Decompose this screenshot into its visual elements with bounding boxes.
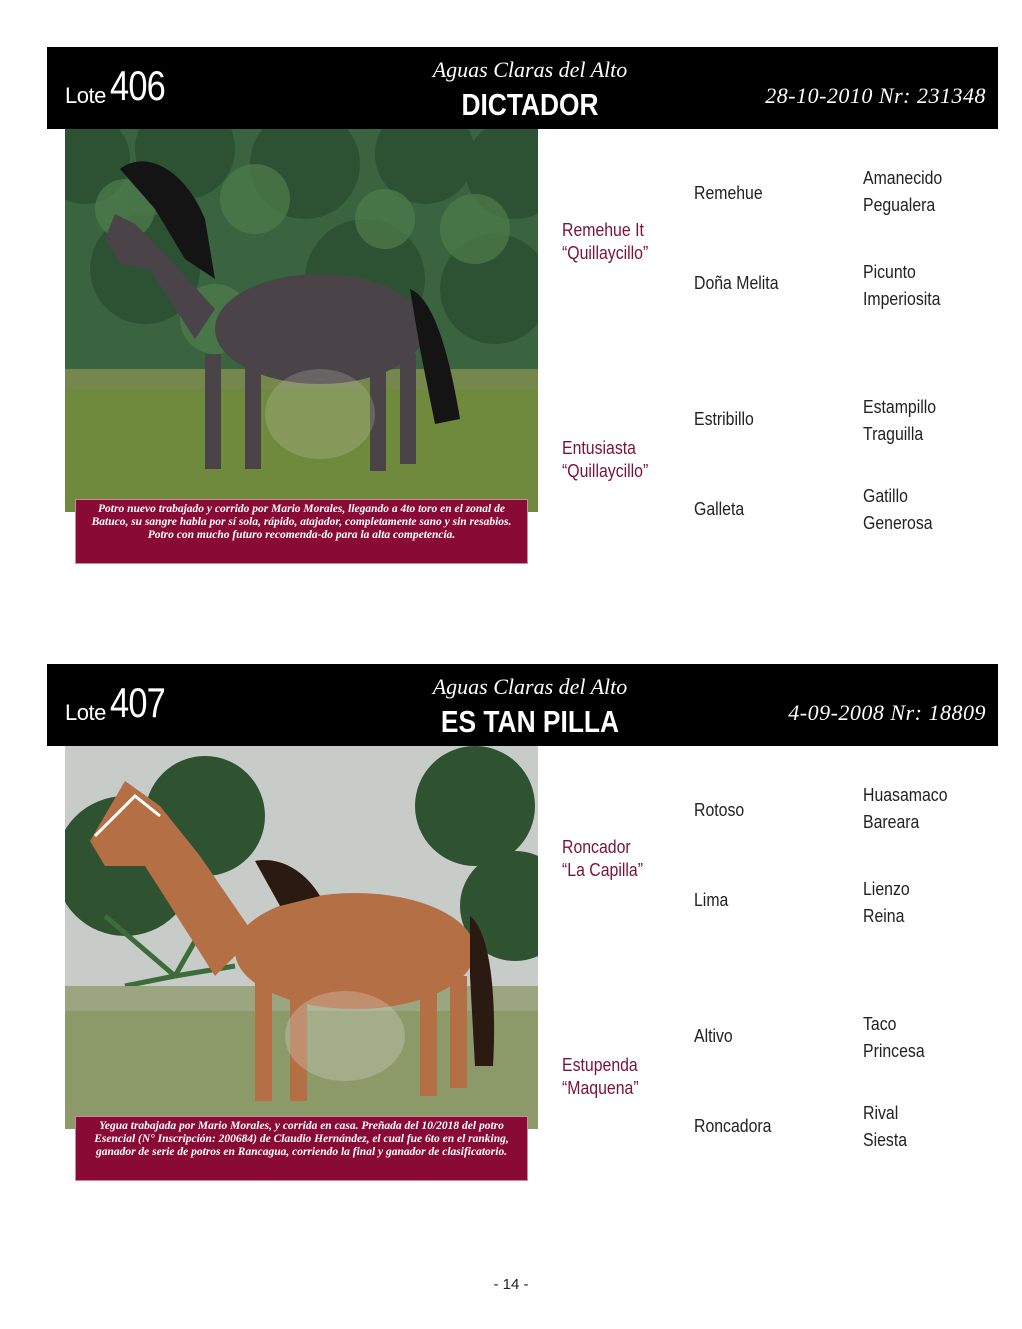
sire-sire-parents: [863, 782, 948, 836]
lote-number: 407: [110, 679, 166, 726]
ggp-name: Gatillo: [863, 486, 908, 506]
ggp-name: Lienzo: [863, 879, 910, 899]
ggp-name: Picunto: [863, 262, 916, 282]
dam-sire: Altivo: [694, 1026, 733, 1046]
dam-sire: Estribillo: [694, 409, 754, 429]
horse-photo: [65, 746, 538, 1129]
sire-breeder: “La Capilla”: [562, 860, 644, 880]
lote-label: Lote: [65, 83, 106, 108]
horse-name: DICTADOR: [461, 87, 599, 122]
ggp-name: Siesta: [863, 1130, 908, 1150]
ggp-name: Reina: [863, 906, 905, 926]
dam-name: Entusiasta: [562, 438, 636, 458]
breeder-name: Aguas Claras del Alto: [432, 674, 628, 699]
ggp-name: Rival: [863, 1103, 899, 1123]
sire-dam-parents: [863, 259, 940, 313]
dam-dam-parents: [863, 483, 933, 537]
sire-sire-parents: [863, 165, 942, 219]
sire-dam-parents: [863, 876, 910, 930]
birth-date-registration: 4-09-2008 Nr: 18809: [788, 700, 986, 725]
dam-breeder: “Maquena”: [562, 1078, 639, 1098]
horse-name: ES TAN PILLA: [440, 704, 620, 739]
sire-sire: Rotoso: [694, 800, 745, 820]
lot-407: [0, 664, 1022, 1224]
dam-breeder: “Quillaycillo”: [562, 461, 649, 481]
dam: [562, 1054, 639, 1100]
ggp-name: Estampillo: [863, 397, 937, 417]
dam: [562, 437, 648, 483]
dam-name: Estupenda: [562, 1055, 638, 1075]
page-number: - 14 -: [493, 1276, 529, 1293]
sire-dam: Lima: [694, 890, 729, 910]
horse-description: Potro nuevo trabajado y corrido por Mario Morales, llegando a 4to toro en el zonal de Batuco, su sangre habla por sí sola, rápido, atajador, completamente sano y sin resabios. Potro con mucho futuro recomenda-do para la alta competencia.: [75, 499, 528, 564]
ggp-name: Amanecido: [863, 168, 943, 188]
dam-sire-parents: [863, 1011, 925, 1065]
sire-name: Remehue It: [562, 220, 644, 240]
sire-breeder: “Quillaycillo”: [562, 243, 649, 263]
dam-sire-parents: [863, 394, 936, 448]
lot-header-bar: [47, 664, 998, 746]
ggp-name: Huasamaco: [863, 785, 948, 805]
ggp-name: Imperiosita: [863, 289, 941, 309]
birth-date-registration: 28-10-2010 Nr: 231348: [765, 83, 986, 108]
dam-dam: Galleta: [694, 499, 745, 519]
horse-description: Yegua trabajada por Mario Morales, y corrida en casa. Preñada del 10/2018 del potro Esencial (N° Inscripción: 200684) de Claudio Hernández, el cual fue 6to en el ranking, ganador de serie de potros en Rancagua, corriendo la final y ganador de clasificatorio.: [75, 1116, 528, 1181]
lot-406: [0, 47, 1022, 607]
sire-dam: Doña Melita: [694, 273, 779, 293]
ggp-name: Traguilla: [863, 424, 924, 444]
sire-sire: Remehue: [694, 183, 763, 203]
dam-dam-parents: [863, 1100, 907, 1154]
ggp-name: Pegualera: [863, 195, 936, 215]
ggp-name: Generosa: [863, 513, 933, 533]
breeder-name: Aguas Claras del Alto: [432, 57, 628, 82]
horse-photo: [65, 129, 538, 512]
ggp-name: Bareara: [863, 812, 920, 832]
sire: [562, 836, 643, 882]
sire-name: Roncador: [562, 837, 631, 857]
sire: [562, 219, 648, 265]
ggp-name: Princesa: [863, 1041, 925, 1061]
lote-number: 406: [110, 62, 166, 109]
ggp-name: Taco: [863, 1014, 897, 1034]
lot-header-bar: [47, 47, 998, 129]
lote-label: Lote: [65, 700, 106, 725]
dam-dam: Roncadora: [694, 1116, 772, 1136]
